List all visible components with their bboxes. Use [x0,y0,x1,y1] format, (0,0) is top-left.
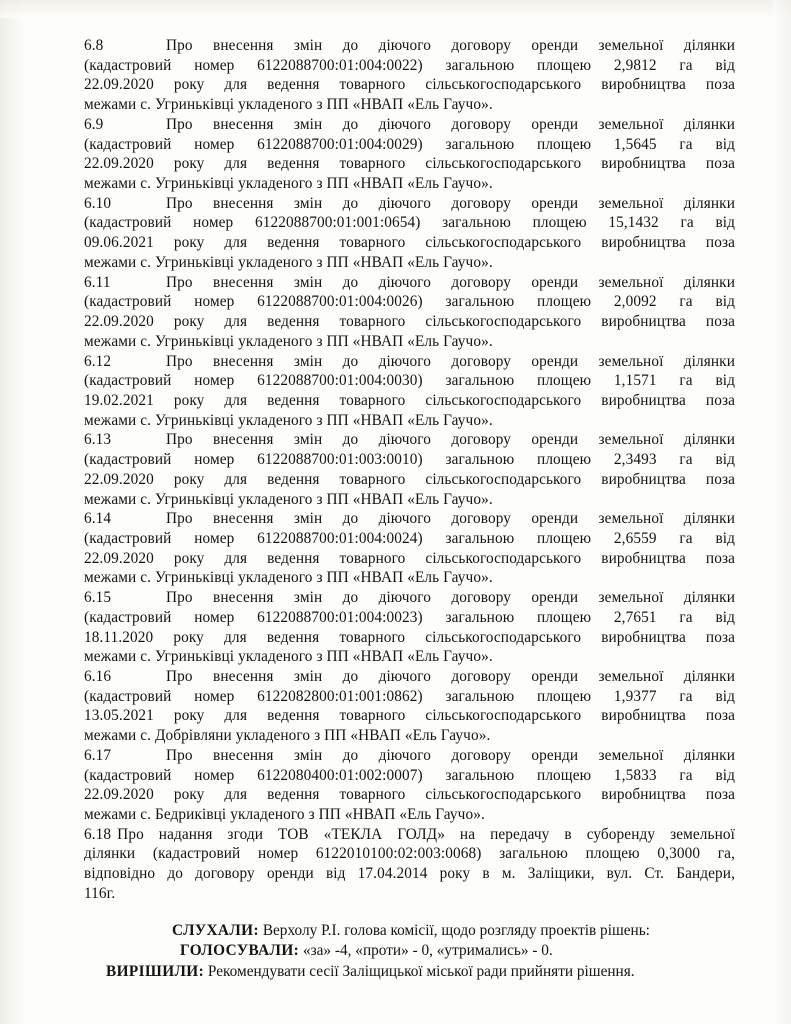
agenda-item-text: (кадастровий номер 6122088700:01:004:0026) загальною площею 2,0092 га від [84,293,735,311]
heard-label: СЛУХАЛИ: [172,921,259,939]
agenda-item-text: 22.09.2020 року для ведення товарного сільськогосподарського виробництва поза [84,313,735,331]
agenda-item-number: 6.10 [84,194,112,212]
agenda-item-line [84,529,735,549]
agenda-item-text: межами с. Добрівляни укладеного з ПП «НВАП «Ель Гаучо». [84,727,491,745]
agenda-item-line [84,805,735,825]
agenda-item-line [84,825,735,845]
agenda-item-line [84,292,735,312]
agenda-item-text: 18.11.2020 року для ведення товарного сільськогосподарського виробництва поза [84,628,735,646]
agenda-item-line [84,588,735,608]
agenda-item [84,746,735,825]
agenda-item-text: Про внесення змін до діючого договору оренди земельної ділянки [166,352,735,370]
agenda-item-text: відповідно до договору оренди від 17.04.2014 року в м. Заліщики, вул. Ст. Бандери, [84,865,735,883]
agenda-item-line [84,95,735,115]
agenda-item-line [84,687,735,707]
agenda-item-line [84,844,735,864]
agenda-item-line [84,371,735,391]
agenda-item-text: (кадастровий номер 6122088700:01:004:0030) загальною площею 1,1571 га від [84,372,735,390]
agenda-item-line [84,154,735,174]
agenda-item-text: (кадастровий номер 6122088700:01:004:0029) загальною площею 1,5645 га від [84,135,735,153]
agenda-item-line [84,549,735,569]
agenda-item-text: 116г. [84,884,116,902]
agenda-item-text: (кадастровий номер 6122080400:01:002:0007) загальною площею 1,5833 га від [84,766,735,784]
agenda-item-number: 6.12 [84,352,112,370]
agenda-item-text: межами с. Угриньківці укладеного з ПП «НВАП «Ель Гаучо». [84,253,493,271]
agenda-item-text: межами с. Угриньківці укладеного з ПП «НВАП «Ель Гаучо». [84,490,493,508]
agenda-item-line [84,174,735,194]
agenda-item-text: межами с. Угриньківці укладеного з ПП «НВАП «Ель Гаучо». [84,96,493,114]
decided-label: ВИРІШИЛИ: [106,962,205,980]
agenda-item-line [84,667,735,687]
agenda-item-line [84,706,735,726]
agenda-item-line [84,864,735,884]
agenda-item-text: (кадастровий номер 6122082800:01:001:0862) загальною площею 1,9377 га від [84,687,735,705]
agenda-item-line [84,568,735,588]
agenda-item-text: 22.09.2020 року для ведення товарного сільськогосподарського виробництва поза [84,155,735,173]
agenda-item-line [84,884,735,904]
agenda-item-text: (кадастровий номер 6122088700:01:004:0022) загальною площею 2,9812 га від [84,56,735,74]
agenda-item-text: 22.09.2020 року для ведення товарного сільськогосподарського виробництва поза [84,549,735,567]
agenda-item [84,273,735,352]
agenda-item-number: 6.14 [84,510,112,528]
agenda-item-text: 22.09.2020 року для ведення товарного сільськогосподарського виробництва поза [84,76,735,94]
agenda-item-line [84,135,735,155]
agenda-item-number: 6.18 [84,825,112,843]
agenda-item-number: 6.9 [84,115,104,133]
scan-edge-top [0,0,791,18]
agenda-item-line [84,746,735,766]
heard-line [84,921,735,942]
voted-line [84,941,735,962]
agenda-item-line [84,509,735,529]
agenda-item-number: 6.16 [84,668,112,685]
agenda-item-line [84,273,735,293]
agenda-item [84,430,735,509]
agenda-item-number: 6.17 [84,746,112,764]
agenda-item-text: 22.09.2020 року для ведення товарного сільськогосподарського виробництва поза [84,786,735,804]
agenda-item-text: 19.02.2021 року для ведення товарного сільськогосподарського виробництва поза [84,391,735,409]
scan-edge-left [0,0,26,1024]
agenda-item-line [84,470,735,490]
agenda-item-line [84,115,735,135]
agenda-item-text: 13.05.2021 року для ведення товарного сільськогосподарського виробництва поза [84,707,735,725]
agenda-item-text: Про внесення змін до діючого договору оренди земельної ділянки [166,589,735,607]
agenda-item-line [84,36,735,56]
agenda-item-number: 6.11 [84,273,111,291]
agenda-item [84,509,735,588]
decided-line [84,962,735,981]
agenda-item-line [84,608,735,628]
agenda-item [84,115,735,194]
agenda-item-text: межами с. Угриньківці укладеного з ПП «НВАП «Ель Гаучо». [84,332,493,350]
agenda-item-line [84,785,735,805]
agenda-item-text: 09.06.2021 року для ведення товарного сільськогосподарського виробництва поза [84,234,735,252]
agenda-item [84,194,735,273]
agenda-item-text: Про внесення змін до діючого договору оренди земельної ділянки [166,668,735,685]
document-body [84,36,735,981]
agenda-item-line [84,253,735,273]
agenda-item-text: ділянки (кадастровий номер 6122010100:02:003:0068) загальною площею 0,3000 га, [84,845,735,863]
agenda-item-number: 6.13 [84,431,112,449]
agenda-item-text: (кадастровий номер 6122088700:01:004:0024) загальною площею 2,6559 га від [84,529,735,547]
agenda-item-text: Про надання згоди ТОВ «ТЕКЛА ГОЛД» на передачу в суборенду земельної [117,825,735,843]
agenda-item-text: (кадастровий номер 6122088700:01:003:0010) загальною площею 2,3493 га від [84,451,735,469]
agenda-item-line [84,430,735,450]
agenda-item-text: Про внесення змін до діючого договору оренди земельної ділянки [166,273,735,291]
agenda-item-line [84,213,735,233]
agenda-item [84,667,735,746]
agenda-item-text: Про внесення змін до діючого договору оренди земельної ділянки [166,115,735,133]
voted-text: «за» -4, «проти» - 0, «утримались» - 0. [302,942,553,960]
agenda-item-text: межами с. Угриньківці укладеного з ПП «НВАП «Ель Гаучо». [84,411,493,429]
agenda-item-line [84,628,735,648]
agenda-item-line [84,647,735,667]
agenda-item-line [84,726,735,746]
agenda-item-line [84,766,735,786]
agenda-item-line [84,490,735,510]
agenda-item-number: 6.8 [84,37,104,54]
agenda-item-line [84,312,735,332]
agenda-item-text: Про внесення змін до діючого договору оренди земельної ділянки [166,431,735,449]
agenda-item [84,588,735,667]
agenda-item-text: Про внесення змін до діючого договору оренди земельної ділянки [166,510,735,528]
agenda-item-text: 22.09.2020 року для ведення товарного сільськогосподарського виробництва поза [84,470,735,488]
agenda-item-text: межами с. Угриньківці укладеного з ПП «НВАП «Ель Гаучо». [84,648,493,666]
decided-text: Рекомендувати сесії Заліщицької міської ради прийняти рішення. [207,962,635,980]
minutes-block [84,921,735,981]
voted-label: ГОЛОСУВАЛИ: [180,942,300,960]
agenda-item-text: Про внесення змін до діючого договору оренди земельної ділянки [166,746,735,764]
agenda-item-line [84,411,735,431]
agenda-item-text: межами с. Бедриківці укладеного з ПП «НВАП «Ель Гаучо». [84,806,485,824]
agenda-item-text: Про внесення змін до діючого договору оренди земельної ділянки [166,37,735,54]
scan-edge-right [773,0,791,1024]
agenda-item-line [84,450,735,470]
agenda-item-text: межами с. Угриньківці укладеного з ПП «НВАП «Ель Гаучо». [84,175,493,193]
agenda-item-line [84,352,735,372]
agenda-item-text: (кадастровий номер 6122088700:01:001:0654) загальною площею 15,1432 га від [84,214,735,232]
agenda-item [84,36,735,115]
agenda-item [84,352,735,431]
heard-text: Верхолу Р.І. голова комісії, щодо розгляду проектів рішень: [262,921,650,939]
agenda-item-text: Про внесення змін до діючого договору оренди земельної ділянки [166,194,735,212]
agenda-item-line [84,391,735,411]
agenda-item-text: (кадастровий номер 6122088700:01:004:0023) загальною площею 2,7651 га від [84,608,735,626]
agenda-item-line [84,233,735,253]
agenda-item-number: 6.15 [84,589,112,607]
agenda-item-line [84,194,735,214]
agenda-item-line [84,75,735,95]
agenda-item-line [84,332,735,352]
agenda-item [84,825,735,904]
agenda-item-text: межами с. Угриньківці укладеного з ПП «НВАП «Ель Гаучо». [84,569,493,587]
agenda-item-line [84,56,735,76]
